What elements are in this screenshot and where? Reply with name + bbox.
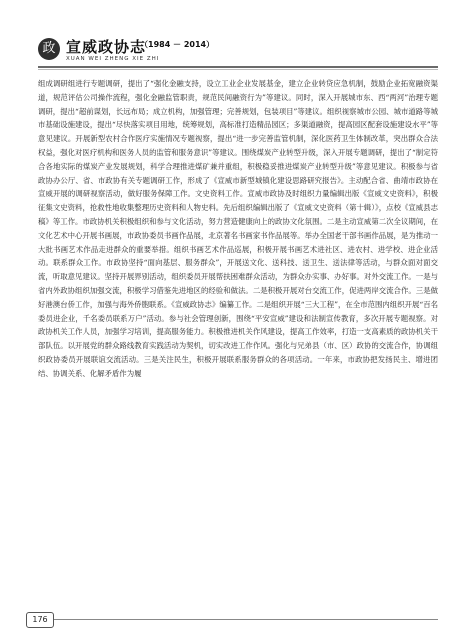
book-title-pinyin: XUAN WEI ZHENG XIE ZHI (66, 56, 160, 62)
book-title: 宣威政协志 (66, 38, 147, 56)
footer-rule (54, 619, 438, 620)
cppcc-logo-icon: 政 (38, 38, 60, 60)
body-paragraph: 组成调研组进行专题调研，提出了“强化金融支持，设立工业企业发展基金，建立企业转贷应急机制，鼓励企业拓宽融资渠道，规范评估公司操作流程，强化金融监管职责，规范民间融资行为”等建议。同时，深入开展城市东、西“两河”治理专题调研，提出“超前谋划，长远布局；成立机构，加强管理；完善规划，包装项目”等建议。组织视察城市公园、城市道路等城市基础设施建设，提出“尽快落实项目用地，统筹规划，高标准打造精品园区；多渠道融资，提高园区配套设施建设水平”等意见建议。开展新型农村合作医疗实施情况专题视察，提出“进一步完善监管机制，深化医药卫生体制改革，突出群众合法权益，强化对医疗机构和医务人员的监管和服务意识”等建议。围绕煤炭产业转型升级，深入开展专题调研，提出了“制定符合各地实际的煤炭产业发展规划，科学合理推进煤矿兼并重组，积极稳妥推进煤炭产业转型升级”等意见建议。积极参与省政协办公厅、省、市政协有关专题调研工作，形成了《宣威市新型城镇化建设思路研究报告》。主动配合省、曲靖市政协在宣威开展的调研视察活动，做好服务保障工作。文史资料工作。宣威市政协及时组织力量编辑出版《宣威文史资料》，积极征集文史资料，抢救性地收集整理历史资料和人物史料。先后组织编辑出版了《宣威文史资料（第十辑）》，点校《宣威县志稿》等工作。市政协机关积极组织和参与文化活动，努力营造健康向上的政协文化氛围。二是主动宣威第二次全议期间，在文化艺术中心开展书画展，市政协委员书画作品展，北京著名书画家书作品展等。举办全国老干部书画作品展，是为推动一大批书画艺术作品走进群众的重要举措。组织书画艺术作品巡展，积极开展书画艺术进社区、进农村、进学校、进企业活动。联系群众工作。市政协坚持“面向基层、服务群众”，开展送文化、送科技、送卫生、送法律等活动，与群众面对面交流，听取意见建议。坚持开展界别活动，组织委员开展帮扶困难群众活动，为群众办实事、办好事。对外交流工作。一是与省内外政协组织加强交流，积极学习借鉴先进地区的经验和做法。二是积极开展对台交流工作，促进两岸交流合作。三是做好港澳台侨工作，加强与海外侨胞联系。《宣威政协志》编纂工作。二是组织开展“三大工程”，在全市范围内组织开展“百名委员进企业，千名委员联系万户”活动。参与社会管理创新，围绕“平安宣威”建设和法制宣传教育，多次开展专题视察。对政协机关工作人员，加强学习培训，提高服务能力。积极推进机关作风建设，提高工作效率，打造一支高素质的政协机关干部队伍。以开展党的群众路线教育实践活动为契机，切实改进工作作风。强化与兄弟县（市、区）政协的交流合作，协调组织政协委员开展联谊交流活动。三是关注民生，积极开展联系服务群众的各项活动。一年来，市政协把发扬民主、增进团结、协调关系、化解矛盾作为履 (38, 79, 438, 378)
header-rule (38, 66, 438, 68)
page-header (0, 0, 475, 78)
header-rule-thin (38, 69, 438, 70)
page-number: 176 (26, 612, 54, 628)
body-text (38, 77, 438, 381)
book-years: （1984 － 2014） (140, 40, 215, 49)
